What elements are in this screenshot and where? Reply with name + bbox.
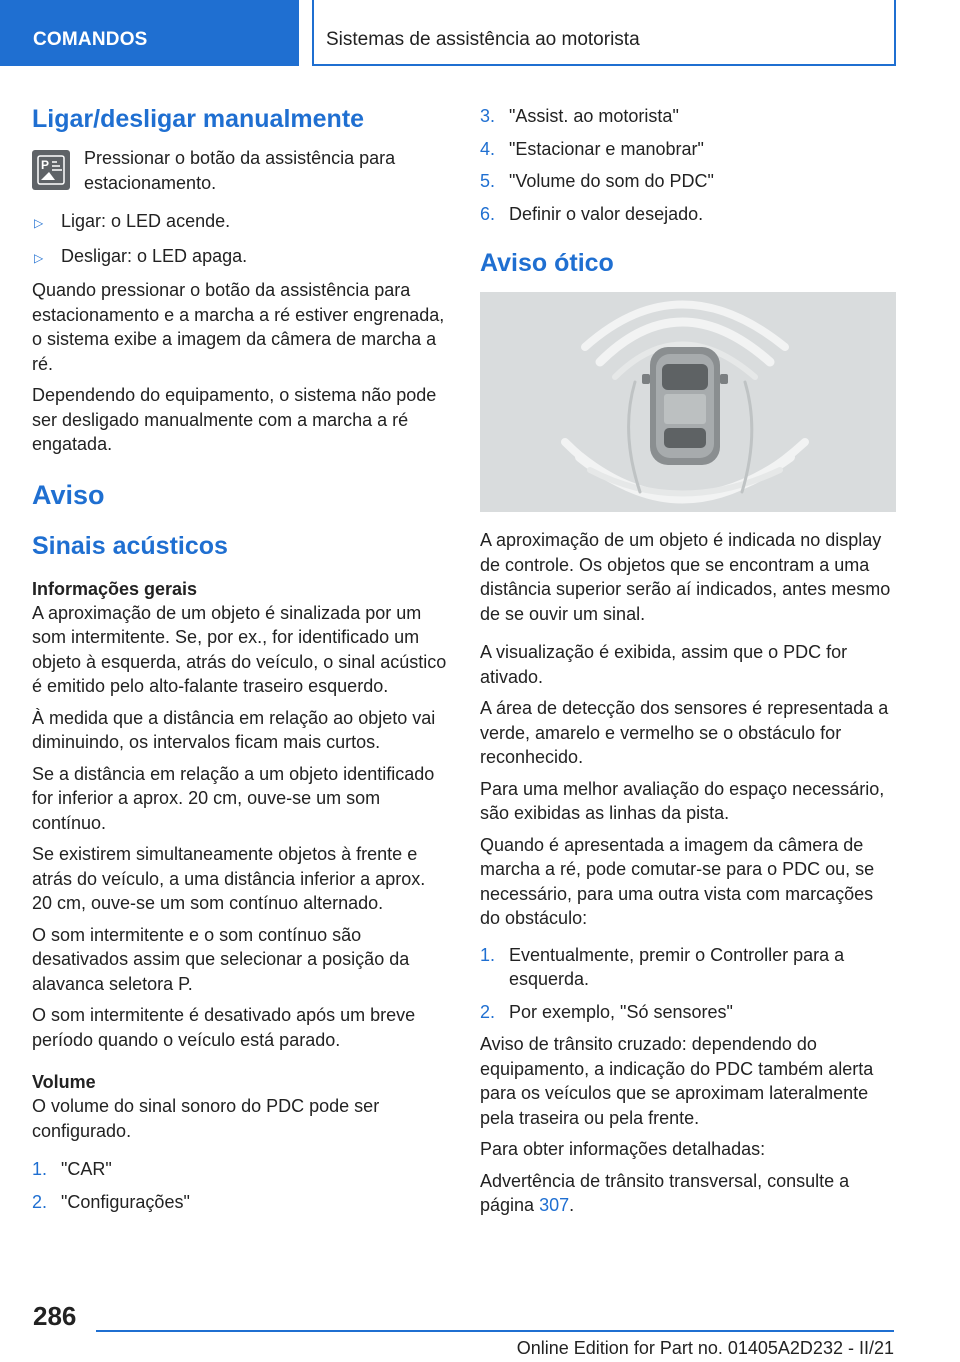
footer-edition: Online Edition for Part no. 01405A2D232 - II/21 bbox=[516, 1338, 894, 1358]
right-column bbox=[480, 104, 896, 1225]
pdc-display-illustration bbox=[480, 292, 896, 512]
heading-info: Informações gerais bbox=[32, 578, 198, 599]
paragraph: Quando é apresentada a imagem da câmera de marcha a ré, pode comutar-se para o PDC ou, se necessário, para uma outra vista com marcações do obstáculo: bbox=[480, 834, 875, 928]
list-item: 1. "CAR" bbox=[32, 1159, 112, 1179]
heading-aviso: Aviso bbox=[32, 479, 105, 510]
paragraph: Se existirem simultaneamente objetos à frente e atrás do veículo, a uma distância inferior a aprox. 20 cm, ouve-se um som contínuo alternado. bbox=[32, 844, 426, 913]
paragraph: O som intermitente é desativado após um breve período quando o veículo está parado. bbox=[32, 1005, 416, 1050]
paragraph: Aviso de trânsito cruzado: dependendo do equipamento, a indicação do PDC também alerta para os veículos que se aproximam lateralmente pela traseira ou pela frente. bbox=[480, 1034, 874, 1128]
paragraph: Quando pressionar o botão da assistência para estacionamento e a marcha a ré estiver engrenada, o sistema exibe a imagem da câmera de marcha a ré. bbox=[32, 280, 445, 374]
paragraph: A aproximação de um objeto é sinalizada por um som intermitente. Se, por ex., for identificado um objeto à esquerda, atrás do veículo, o sinal acústico é emitido pelo alto-falante traseiro esquerdo. bbox=[32, 602, 447, 696]
button-instruction bbox=[32, 146, 448, 195]
paragraph: A área de detecção dos sensores é representada a verde, amarelo e vermelho se o obstáculo for reconhecido. bbox=[480, 698, 889, 767]
heading-volume: Volume bbox=[32, 1072, 96, 1092]
list-item: ▷ Desligar: o LED apaga. bbox=[32, 244, 448, 271]
page-reference-link[interactable]: 307 bbox=[539, 1195, 570, 1215]
paragraph: A visualização é exibida, assim que o PDC for ativado. bbox=[480, 642, 848, 687]
paragraph: Se a distância em relação a um objeto identificado for inferior a aprox. 20 cm, ouve-se um som contínuo. bbox=[32, 763, 435, 833]
paragraph: Dependendo do equipamento, o sistema não pode ser desligado manualmente com a marcha a ré engatada. bbox=[32, 385, 437, 454]
paragraph: O volume do sinal sonoro do PDC pode ser configurado. bbox=[32, 1096, 380, 1141]
chapter-title: Sistemas de assistência ao motorista bbox=[312, 0, 896, 66]
list-item: 5. "Volume do som do PDC" bbox=[480, 171, 714, 191]
section-tab: COMANDOS bbox=[0, 0, 299, 66]
list-item: 2. Por exemplo, "Só sensores" bbox=[480, 1001, 733, 1022]
list-item: 3. "Assist. ao motorista" bbox=[480, 106, 679, 126]
parking-assist-button-icon bbox=[32, 150, 70, 190]
list-item: 2. "Configurações" bbox=[32, 1191, 190, 1212]
button-instruction-text: Pressionar o botão da assistência para estacionamento. bbox=[84, 148, 396, 193]
list-item: 6. Definir o valor desejado. bbox=[480, 203, 704, 224]
triangle-bullet-icon: ▷ bbox=[34, 250, 44, 265]
paragraph: Para obter informações detalhadas: bbox=[480, 1139, 766, 1159]
list-item: 1. Eventualmente, premir o Controller para a esquerda. bbox=[480, 944, 845, 989]
heading-otico: Aviso ótico bbox=[480, 249, 614, 277]
footer-divider bbox=[96, 1330, 894, 1332]
heading-manual: Ligar/desligar manualmente bbox=[32, 105, 365, 133]
paragraph-with-link: Advertência de trânsito transversal, consulte a página 307. bbox=[480, 1170, 850, 1215]
page-number: 286 bbox=[33, 1301, 77, 1331]
paragraph: A aproximação de um objeto é indicada no display de controle. Os objetos que se encontram a uma distância superior serão aí indicados, antes mesmo de se ouvir um sinal. bbox=[480, 530, 891, 624]
svg-text:P: P bbox=[41, 158, 50, 172]
paragraph: O som intermitente e o som contínuo são desativados assim que selecionar a posição da alavanca seletora P. bbox=[32, 924, 410, 994]
paragraph: À medida que a distância em relação ao objeto vai diminuindo, os intervalos ficam mais curtos. bbox=[32, 707, 436, 752]
left-column bbox=[32, 104, 448, 1222]
paragraph: Para uma melhor avaliação do espaço necessário, são exibidas as linhas da pista. bbox=[480, 778, 885, 823]
heading-sinais: Sinais acústicos bbox=[32, 531, 228, 560]
triangle-bullet-icon: ▷ bbox=[34, 216, 44, 230]
page-header bbox=[0, 0, 960, 66]
list-item: 4. "Estacionar e manobrar" bbox=[480, 138, 704, 159]
list-item: ▷ Ligar: o LED acende. bbox=[32, 209, 448, 236]
car-top-view-icon bbox=[642, 347, 728, 465]
